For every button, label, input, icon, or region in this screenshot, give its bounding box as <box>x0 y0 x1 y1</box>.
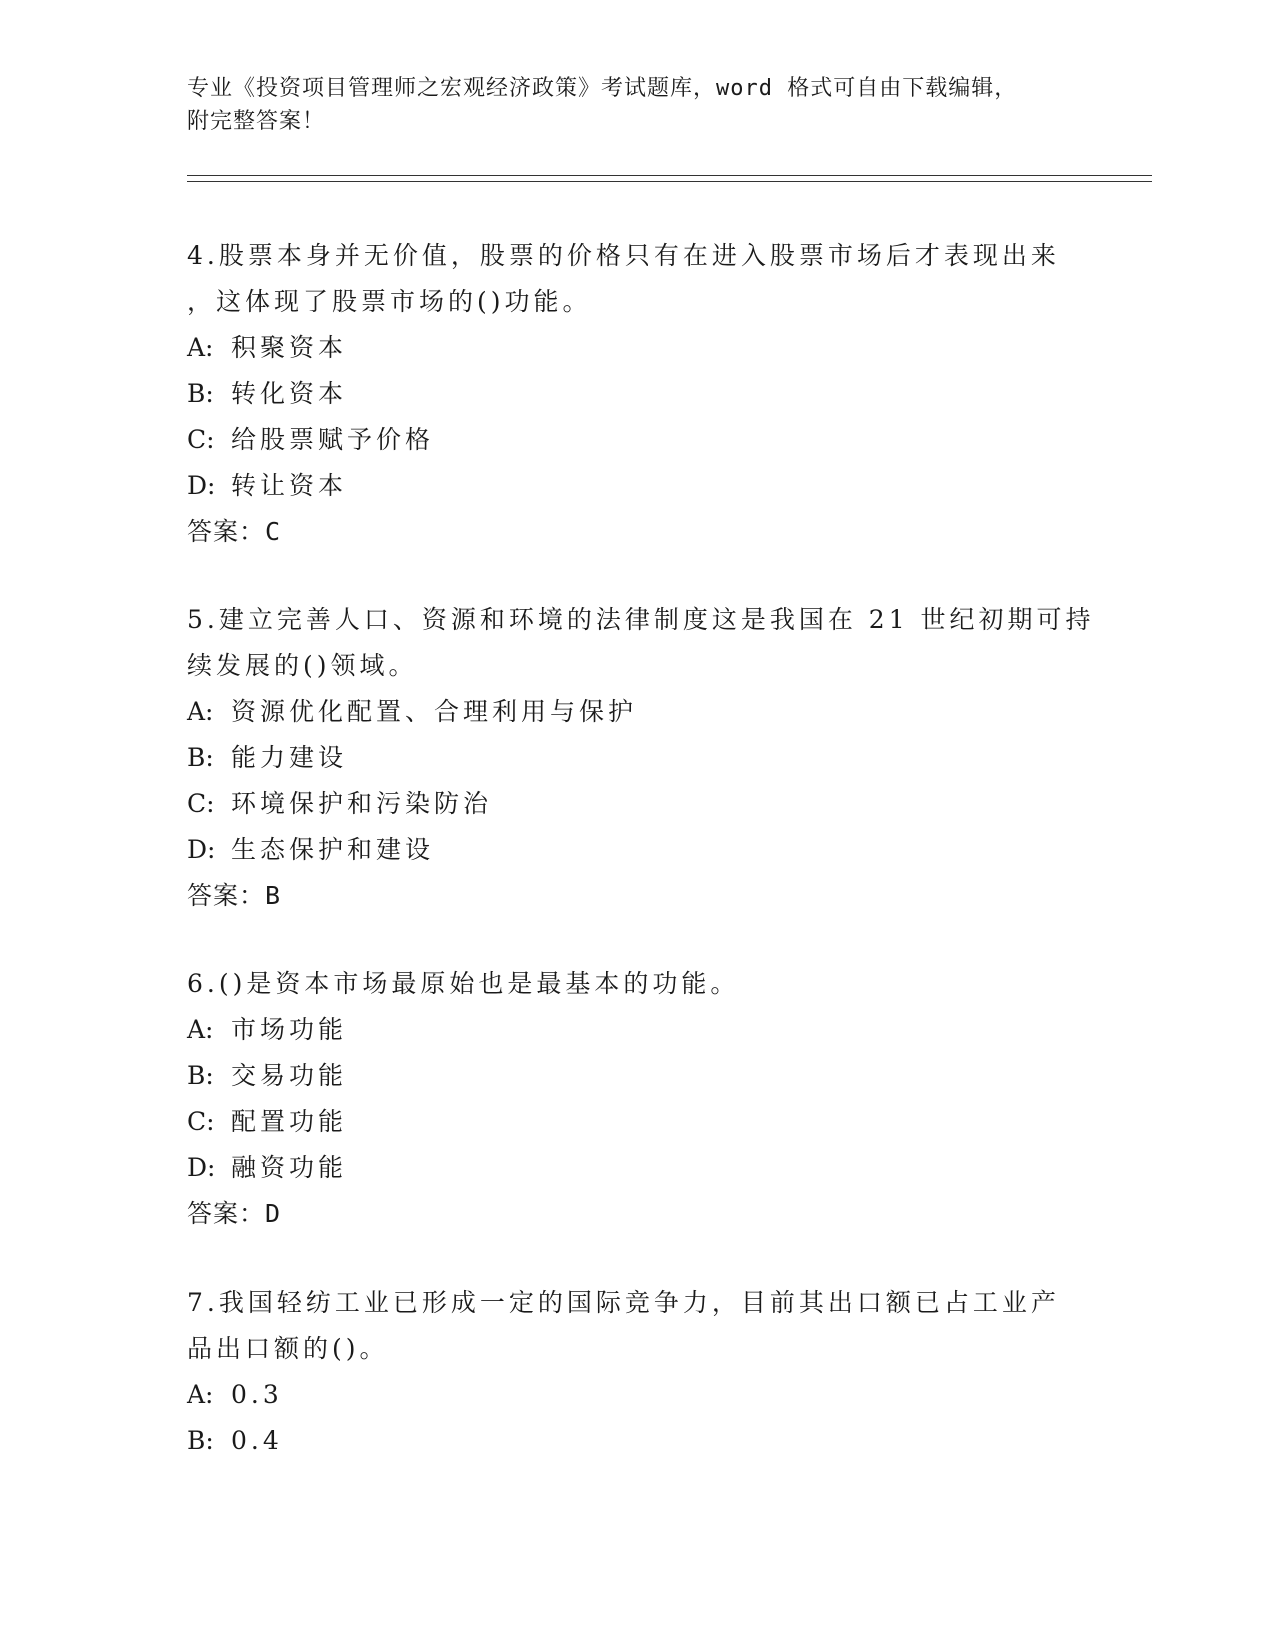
answer-label: 答案： <box>187 517 266 546</box>
option-key: D: <box>187 471 216 500</box>
question-6-answer <box>187 1191 1087 1237</box>
question-7-line-1: 7.我国轻纺工业已形成一定的国际竞争力，目前其出口额已占工业产 <box>187 1288 1060 1317</box>
question-7 <box>187 1280 1087 1464</box>
question-7-option-b <box>187 1418 1087 1464</box>
option-text: 0.3 <box>231 1380 283 1409</box>
answer-label: 答案： <box>187 881 266 910</box>
question-5-option-d <box>187 827 1087 873</box>
option-text: 给股票赋予价格 <box>231 425 435 454</box>
question-7-option-a <box>187 1372 1087 1418</box>
option-key: B: <box>187 1061 214 1090</box>
question-4-option-b <box>187 371 1087 417</box>
option-key: A: <box>187 697 214 726</box>
question-6-option-c <box>187 1099 1087 1145</box>
answer-label: 答案： <box>187 1199 266 1228</box>
option-text: 资源优化配置、合理利用与保护 <box>231 697 638 726</box>
answer-value: B <box>265 881 282 910</box>
option-key: B: <box>187 379 214 408</box>
option-text: 转化资本 <box>231 379 348 408</box>
question-4-line-1: 4.股票本身并无价值，股票的价格只有在进入股票市场后才表现出来 <box>187 241 1060 270</box>
option-text: 交易功能 <box>231 1061 348 1090</box>
option-key: B: <box>187 1426 214 1455</box>
option-text: 市场功能 <box>231 1015 348 1044</box>
question-6-option-d <box>187 1145 1087 1191</box>
option-text: 积聚资本 <box>231 333 348 362</box>
option-text: 融资功能 <box>231 1153 348 1182</box>
answer-value: D <box>265 1199 282 1228</box>
question-7-line-2: 品出口额的()。 <box>187 1334 389 1363</box>
question-5-answer <box>187 873 1087 919</box>
option-key: C: <box>187 425 215 454</box>
header-line-2: 附完整答案！ <box>187 109 326 134</box>
option-text: 配置功能 <box>231 1107 348 1136</box>
header-line-1: 专业《投资项目管理师之宏观经济政策》考试题库，word 格式可自由下载编辑， <box>187 76 1018 101</box>
option-text: 0.4 <box>231 1426 283 1455</box>
option-text: 生态保护和建设 <box>231 835 435 864</box>
option-key: D: <box>187 835 216 864</box>
question-5-line-1: 5.建立完善人口、资源和环境的法律制度这是我国在 21 世纪初期可持 <box>187 605 1095 634</box>
question-4-line-2: ，这体现了股票市场的()功能。 <box>187 287 592 316</box>
option-key: A: <box>187 1380 214 1409</box>
question-6-line-1: 6.()是资本市场最原始也是最基本的功能。 <box>187 969 740 998</box>
answer-value: C <box>265 517 282 546</box>
question-4-option-a <box>187 325 1087 371</box>
question-4-option-d <box>187 463 1087 509</box>
question-6-option-a <box>187 1007 1087 1053</box>
option-key: C: <box>187 1107 215 1136</box>
option-key: C: <box>187 789 215 818</box>
question-5-option-a <box>187 689 1087 735</box>
header-divider-top <box>187 175 1152 176</box>
question-4-answer <box>187 509 1087 555</box>
option-key: A: <box>187 1015 214 1044</box>
header-divider-bottom <box>187 181 1152 182</box>
question-6-option-b <box>187 1053 1087 1099</box>
option-key: A: <box>187 333 214 362</box>
option-text: 转让资本 <box>231 471 348 500</box>
question-5 <box>187 597 1095 919</box>
question-4 <box>187 233 1087 555</box>
question-5-line-2: 续发展的()领域。 <box>187 651 418 680</box>
question-4-option-c <box>187 417 1087 463</box>
question-6 <box>187 961 1087 1237</box>
question-5-option-b <box>187 735 1087 781</box>
option-text: 能力建设 <box>231 743 348 772</box>
option-text: 环境保护和污染防治 <box>231 789 493 818</box>
option-key: B: <box>187 743 214 772</box>
document-header <box>187 72 1067 138</box>
question-5-option-c <box>187 781 1087 827</box>
option-key: D: <box>187 1153 216 1182</box>
